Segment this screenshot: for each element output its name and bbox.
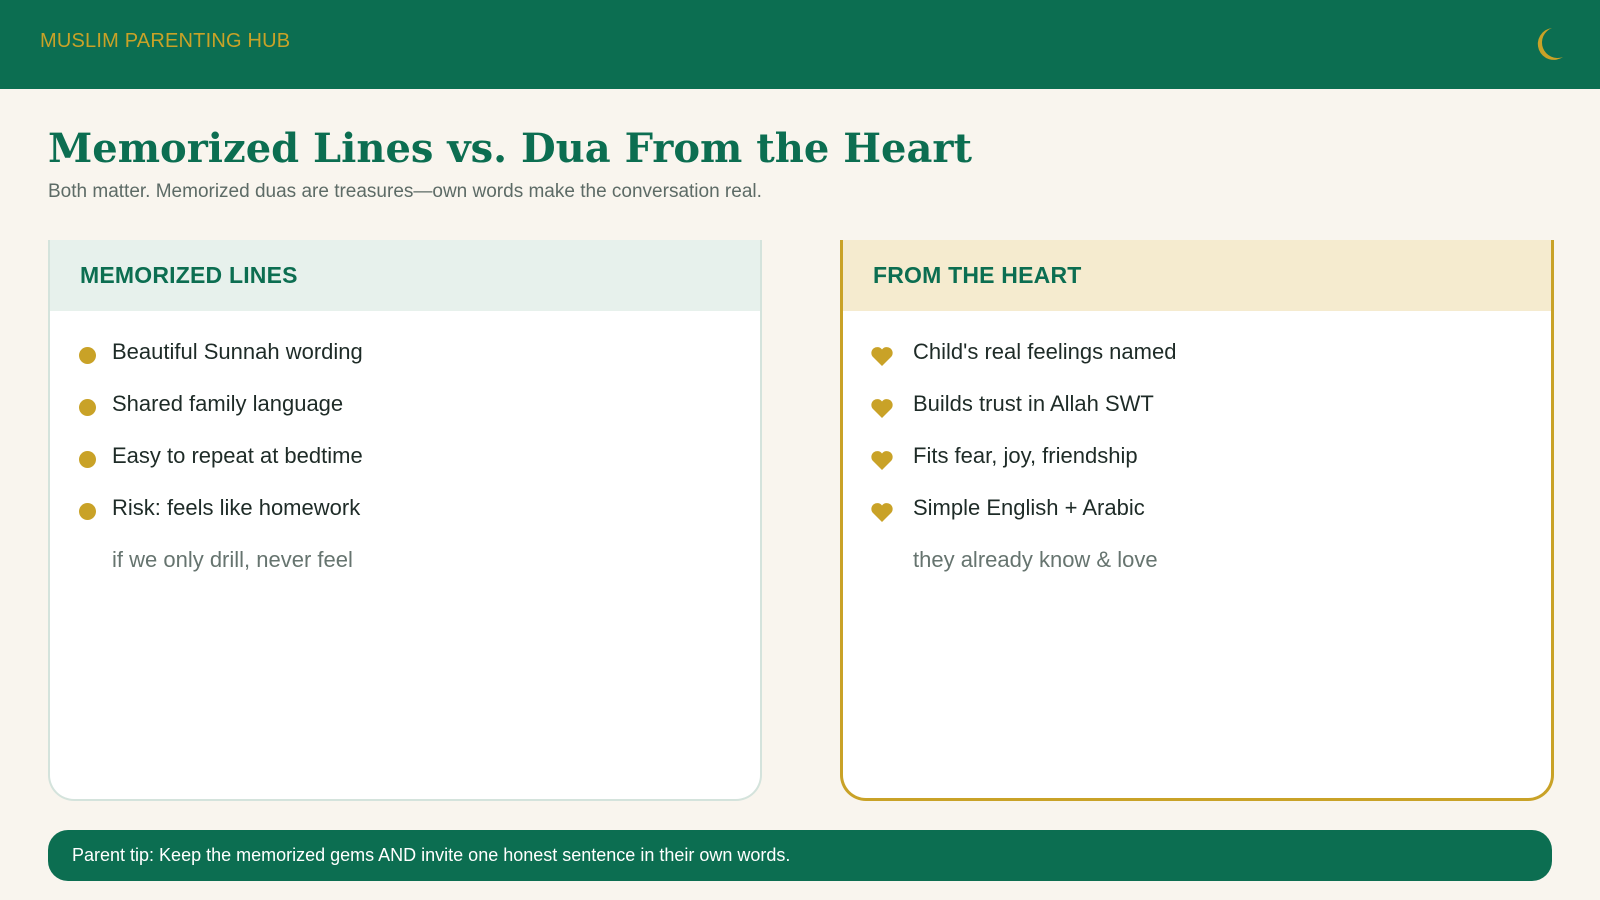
brand-name: MUSLIM PARENTING HUB [40, 30, 291, 52]
memorized-note: if we only drill, never feel [112, 547, 353, 572]
heart-icon [870, 345, 894, 367]
heart-icon [870, 397, 894, 419]
list-item [50, 337, 760, 367]
list-item-text: Risk: feels like homework [112, 495, 361, 520]
list-item-text: Simple English + Arabic [913, 495, 1145, 520]
dot-icon [79, 399, 96, 416]
list-item-text: Fits fear, joy, friendship [913, 443, 1138, 468]
list-item [50, 389, 760, 419]
list-item-text: Builds trust in Allah SWT [913, 391, 1154, 416]
list-item-text: Shared family language [112, 391, 344, 416]
crescent-moon-icon [1530, 26, 1564, 62]
page-subtitle: Both matter. Memorized duas are treasures—own words make the conversation real. [48, 181, 762, 202]
list-item [843, 389, 1551, 419]
memorized-lines-heading: MEMORIZED LINES [50, 240, 760, 311]
from-the-heart-heading: FROM THE HEART [843, 240, 1551, 311]
list-item [843, 337, 1551, 367]
memorized-lines-card [48, 240, 762, 801]
heart-icon [870, 501, 894, 523]
parent-tip-text: Parent tip: Keep the memorized gems AND invite one honest sentence in their own words. [72, 845, 791, 865]
page-title: Memorized Lines vs. Dua From the Heart [48, 125, 972, 172]
heart-icon [870, 449, 894, 471]
list-item [843, 441, 1551, 471]
list-item [50, 441, 760, 471]
list-item-text: Beautiful Sunnah wording [112, 339, 363, 364]
dot-icon [79, 503, 96, 520]
list-item-text: Easy to repeat at bedtime [112, 443, 363, 468]
list-item-text: Child's real feelings named [913, 339, 1177, 364]
top-bar [0, 0, 1600, 89]
from-the-heart-card [840, 240, 1554, 801]
parent-tip-banner [48, 830, 1552, 881]
heart-note: they already know & love [913, 547, 1158, 572]
list-item [843, 493, 1551, 523]
list-item [50, 493, 760, 523]
dot-icon [79, 451, 96, 468]
dot-icon [79, 347, 96, 364]
